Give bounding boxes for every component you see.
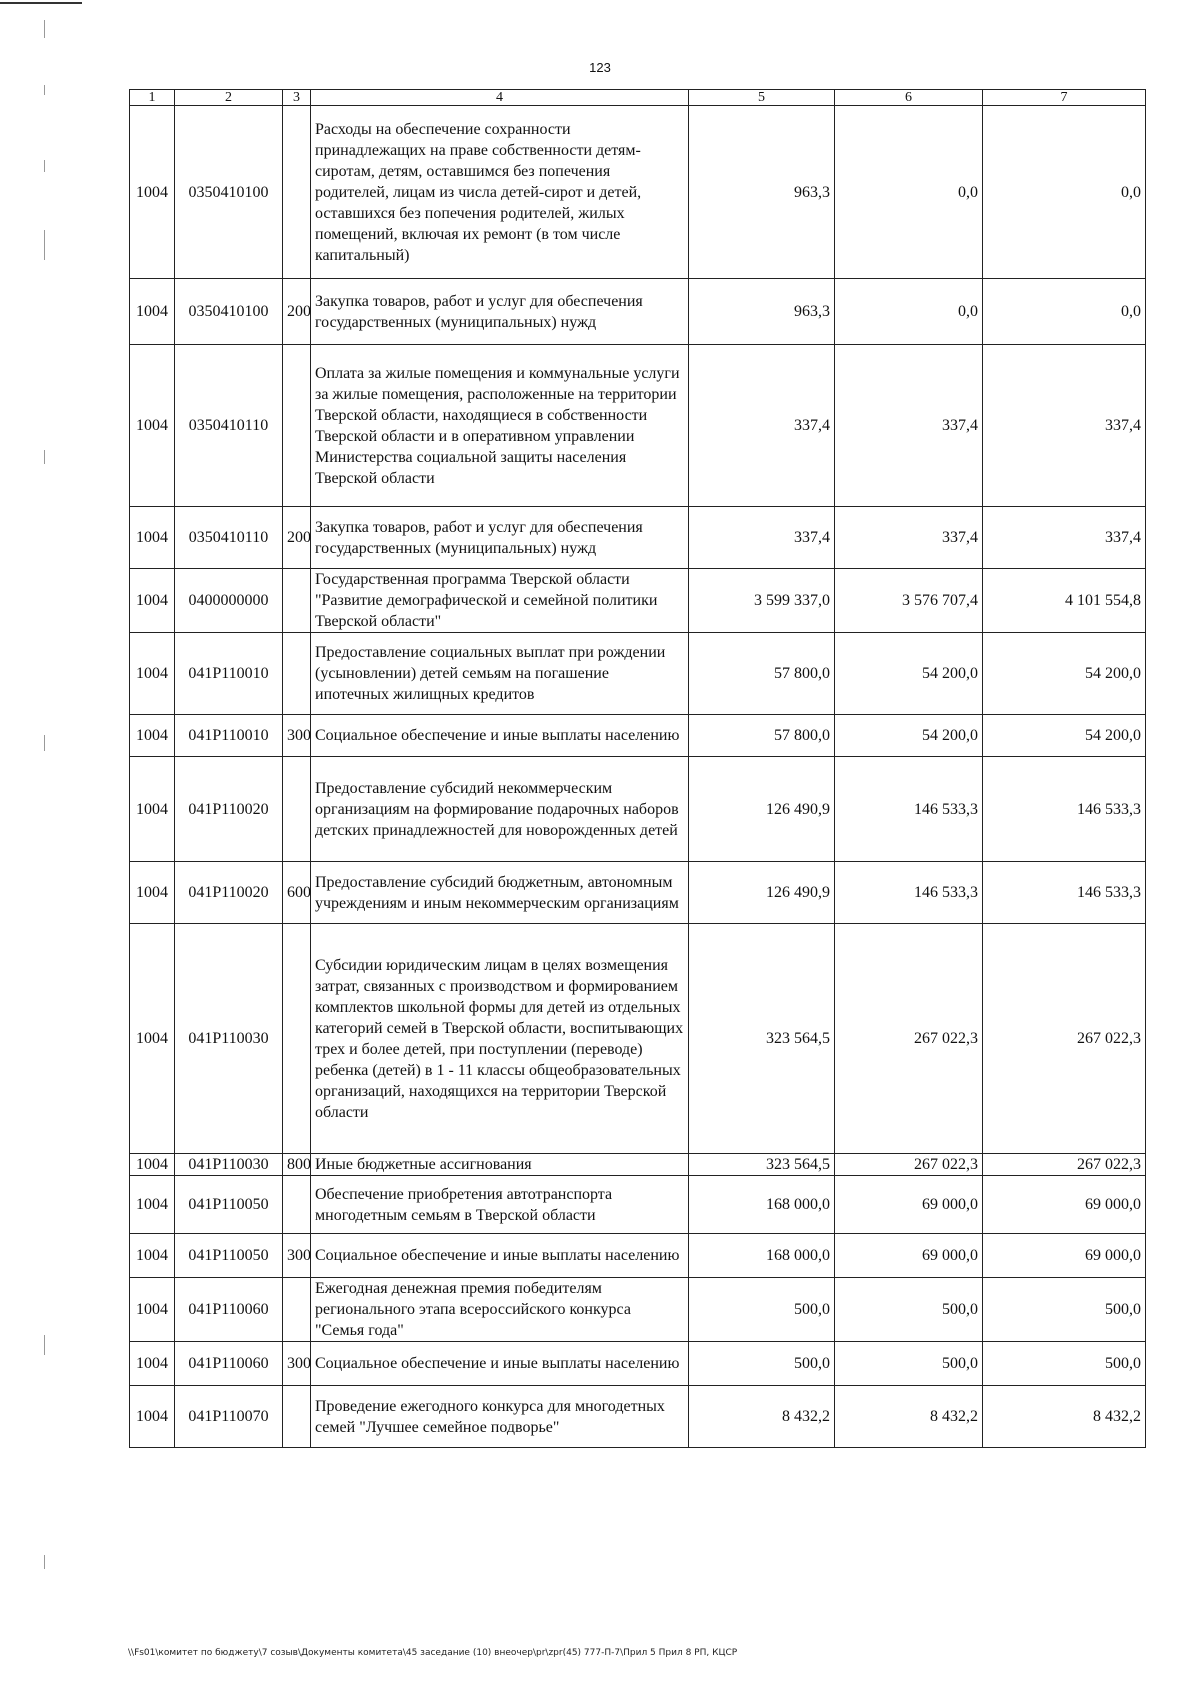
amount-col6: 54 200,0 <box>835 715 983 757</box>
target-article-code: 041P110030 <box>175 924 283 1154</box>
item-description: Обеспечение приобретения автотранспорта многодетным семьям в Тверской области <box>311 1176 689 1234</box>
amount-col7: 500,0 <box>983 1342 1146 1386</box>
amount-col5: 3 599 337,0 <box>689 569 835 633</box>
table-row <box>130 1154 1146 1176</box>
amount-col7: 146 533,3 <box>983 757 1146 862</box>
amount-col5: 963,3 <box>689 279 835 345</box>
amount-col5: 126 490,9 <box>689 862 835 924</box>
expense-type-code: 800 <box>283 1154 311 1176</box>
header-cell-3: 3 <box>283 90 311 106</box>
amount-col6: 337,4 <box>835 507 983 569</box>
table-row <box>130 507 1146 569</box>
amount-col5: 168 000,0 <box>689 1234 835 1278</box>
item-description: Закупка товаров, работ и услуг для обеспечения государственных (муниципальных) нужд <box>311 507 689 569</box>
table-row <box>130 1234 1146 1278</box>
expense-type-code: 300 <box>283 1234 311 1278</box>
amount-col6: 54 200,0 <box>835 633 983 715</box>
footer-file-path: \\Fs01\комитет по бюджету\7 созыв\Документы комитета\45 заседание (10) внеочер\pr\zpr(45) 777-П-7\Прил 5 Прил 8 РП, КЦСР <box>128 1648 738 1658</box>
section-code: 1004 <box>130 633 175 715</box>
table-row <box>130 757 1146 862</box>
amount-col7: 500,0 <box>983 1278 1146 1342</box>
amount-col7: 54 200,0 <box>983 633 1146 715</box>
item-description: Иные бюджетные ассигнования <box>311 1154 689 1176</box>
amount-col6: 500,0 <box>835 1278 983 1342</box>
header-row <box>130 90 1146 106</box>
expense-type-code <box>283 1176 311 1234</box>
header-cell-2: 2 <box>175 90 283 106</box>
amount-col6: 500,0 <box>835 1342 983 1386</box>
amount-col6: 267 022,3 <box>835 924 983 1154</box>
amount-col5: 500,0 <box>689 1278 835 1342</box>
section-code: 1004 <box>130 757 175 862</box>
amount-col7: 0,0 <box>983 279 1146 345</box>
expense-type-code: 600 <box>283 862 311 924</box>
amount-col7: 337,4 <box>983 507 1146 569</box>
item-description: Закупка товаров, работ и услуг для обеспечения государственных (муниципальных) нужд <box>311 279 689 345</box>
target-article-code: 041P110060 <box>175 1278 283 1342</box>
header-cell-5: 5 <box>689 90 835 106</box>
amount-col5: 126 490,9 <box>689 757 835 862</box>
item-description: Предоставление социальных выплат при рождении (усыновлении) детей семьям на погашение ипотечных жилищных кредитов <box>311 633 689 715</box>
table-row <box>130 279 1146 345</box>
expense-type-code: 200 <box>283 507 311 569</box>
budget-table <box>129 89 1146 1448</box>
target-article-code: 041P110020 <box>175 757 283 862</box>
table-row <box>130 1278 1146 1342</box>
expense-type-code <box>283 1386 311 1448</box>
amount-col5: 963,3 <box>689 106 835 279</box>
amount-col6: 337,4 <box>835 345 983 507</box>
table-row <box>130 1176 1146 1234</box>
amount-col6: 69 000,0 <box>835 1176 983 1234</box>
target-article-code: 041P110060 <box>175 1342 283 1386</box>
item-description: Субсидии юридическим лицам в целях возмещения затрат, связанных с производством и формированием комплектов школьной формы для детей из отдельных категорий семей в Тверской области, воспитывающих трех и более детей, при поступлении (переводе) ребенка (детей) в 1 - 11 классы общеобразовательных организаций, находящихся на территории Тверской области <box>311 924 689 1154</box>
table-row <box>130 715 1146 757</box>
amount-col5: 8 432,2 <box>689 1386 835 1448</box>
page-number: 123 <box>589 60 611 75</box>
target-article-code: 0350410110 <box>175 345 283 507</box>
table-row <box>130 862 1146 924</box>
target-article-code: 041P110030 <box>175 1154 283 1176</box>
section-code: 1004 <box>130 715 175 757</box>
table-row <box>130 345 1146 507</box>
amount-col6: 3 576 707,4 <box>835 569 983 633</box>
target-article-code: 0350410100 <box>175 279 283 345</box>
expense-type-code: 300 <box>283 715 311 757</box>
table-row <box>130 1342 1146 1386</box>
section-code: 1004 <box>130 1176 175 1234</box>
amount-col7: 267 022,3 <box>983 1154 1146 1176</box>
target-article-code: 0350410100 <box>175 106 283 279</box>
item-description: Социальное обеспечение и иные выплаты населению <box>311 1342 689 1386</box>
section-code: 1004 <box>130 924 175 1154</box>
section-code: 1004 <box>130 1342 175 1386</box>
table-body <box>130 106 1146 1448</box>
section-code: 1004 <box>130 1154 175 1176</box>
table-row <box>130 106 1146 279</box>
amount-col6: 146 533,3 <box>835 862 983 924</box>
amount-col7: 8 432,2 <box>983 1386 1146 1448</box>
expense-type-code <box>283 757 311 862</box>
amount-col6: 69 000,0 <box>835 1234 983 1278</box>
item-description: Ежегодная денежная премия победителям регионального этапа всероссийского конкурса "Семья года" <box>311 1278 689 1342</box>
header-cell-4: 4 <box>311 90 689 106</box>
target-article-code: 0400000000 <box>175 569 283 633</box>
expense-type-code: 300 <box>283 1342 311 1386</box>
expense-type-code: 200 <box>283 279 311 345</box>
amount-col7: 69 000,0 <box>983 1176 1146 1234</box>
amount-col6: 8 432,2 <box>835 1386 983 1448</box>
section-code: 1004 <box>130 345 175 507</box>
expense-type-code <box>283 106 311 279</box>
item-description: Социальное обеспечение и иные выплаты населению <box>311 715 689 757</box>
amount-col5: 323 564,5 <box>689 924 835 1154</box>
target-article-code: 041P110010 <box>175 633 283 715</box>
target-article-code: 041P110050 <box>175 1176 283 1234</box>
section-code: 1004 <box>130 507 175 569</box>
amount-col7: 146 533,3 <box>983 862 1146 924</box>
expense-type-code <box>283 633 311 715</box>
table-row <box>130 924 1146 1154</box>
header-cell-1: 1 <box>130 90 175 106</box>
amount-col7: 337,4 <box>983 345 1146 507</box>
amount-col5: 337,4 <box>689 345 835 507</box>
scan-margin <box>0 0 120 1699</box>
target-article-code: 041P110020 <box>175 862 283 924</box>
target-article-code: 041P110010 <box>175 715 283 757</box>
item-description: Предоставление субсидий некоммерческим организациям на формирование подарочных наборов детских принадлежностей для новорожденных детей <box>311 757 689 862</box>
amount-col7: 0,0 <box>983 106 1146 279</box>
section-code: 1004 <box>130 1278 175 1342</box>
amount-col7: 69 000,0 <box>983 1234 1146 1278</box>
expense-type-code <box>283 924 311 1154</box>
item-description: Социальное обеспечение и иные выплаты населению <box>311 1234 689 1278</box>
target-article-code: 0350410110 <box>175 507 283 569</box>
item-description: Государственная программа Тверской области "Развитие демографической и семейной политики Тверской области" <box>311 569 689 633</box>
amount-col5: 337,4 <box>689 507 835 569</box>
section-code: 1004 <box>130 1234 175 1278</box>
section-code: 1004 <box>130 862 175 924</box>
header-cell-6: 6 <box>835 90 983 106</box>
amount-col5: 57 800,0 <box>689 633 835 715</box>
section-code: 1004 <box>130 1386 175 1448</box>
table-row <box>130 633 1146 715</box>
header-cell-7: 7 <box>983 90 1146 106</box>
section-code: 1004 <box>130 569 175 633</box>
table-row <box>130 569 1146 633</box>
target-article-code: 041P110070 <box>175 1386 283 1448</box>
item-description: Расходы на обеспечение сохранности принадлежащих на праве собственности детям-сиротам, детям, оставшимся без попечения родителей, лицам из числа детей-сирот и детей, оставшихся без попечения родителей, жилых помещений, включая их ремонт (в том числе капитальный) <box>311 106 689 279</box>
amount-col6: 267 022,3 <box>835 1154 983 1176</box>
amount-col5: 57 800,0 <box>689 715 835 757</box>
expense-type-code <box>283 1278 311 1342</box>
item-description: Проведение ежегодного конкурса для многодетных семей "Лучшее семейное подворье" <box>311 1386 689 1448</box>
amount-col7: 4 101 554,8 <box>983 569 1146 633</box>
amount-col5: 168 000,0 <box>689 1176 835 1234</box>
amount-col6: 0,0 <box>835 106 983 279</box>
expense-type-code <box>283 345 311 507</box>
amount-col7: 54 200,0 <box>983 715 1146 757</box>
amount-col5: 500,0 <box>689 1342 835 1386</box>
table-row <box>130 1386 1146 1448</box>
item-description: Оплата за жилые помещения и коммунальные услуги за жилые помещения, расположенные на территории Тверской области, находящиеся в собственности Тверской области и в оперативном управлении Министерства социальной защиты населения Тверской области <box>311 345 689 507</box>
target-article-code: 041P110050 <box>175 1234 283 1278</box>
item-description: Предоставление субсидий бюджетным, автономным учреждениям и иным некоммерческим организациям <box>311 862 689 924</box>
expense-type-code <box>283 569 311 633</box>
amount-col5: 323 564,5 <box>689 1154 835 1176</box>
section-code: 1004 <box>130 279 175 345</box>
section-code: 1004 <box>130 106 175 279</box>
amount-col6: 146 533,3 <box>835 757 983 862</box>
amount-col6: 0,0 <box>835 279 983 345</box>
amount-col7: 267 022,3 <box>983 924 1146 1154</box>
